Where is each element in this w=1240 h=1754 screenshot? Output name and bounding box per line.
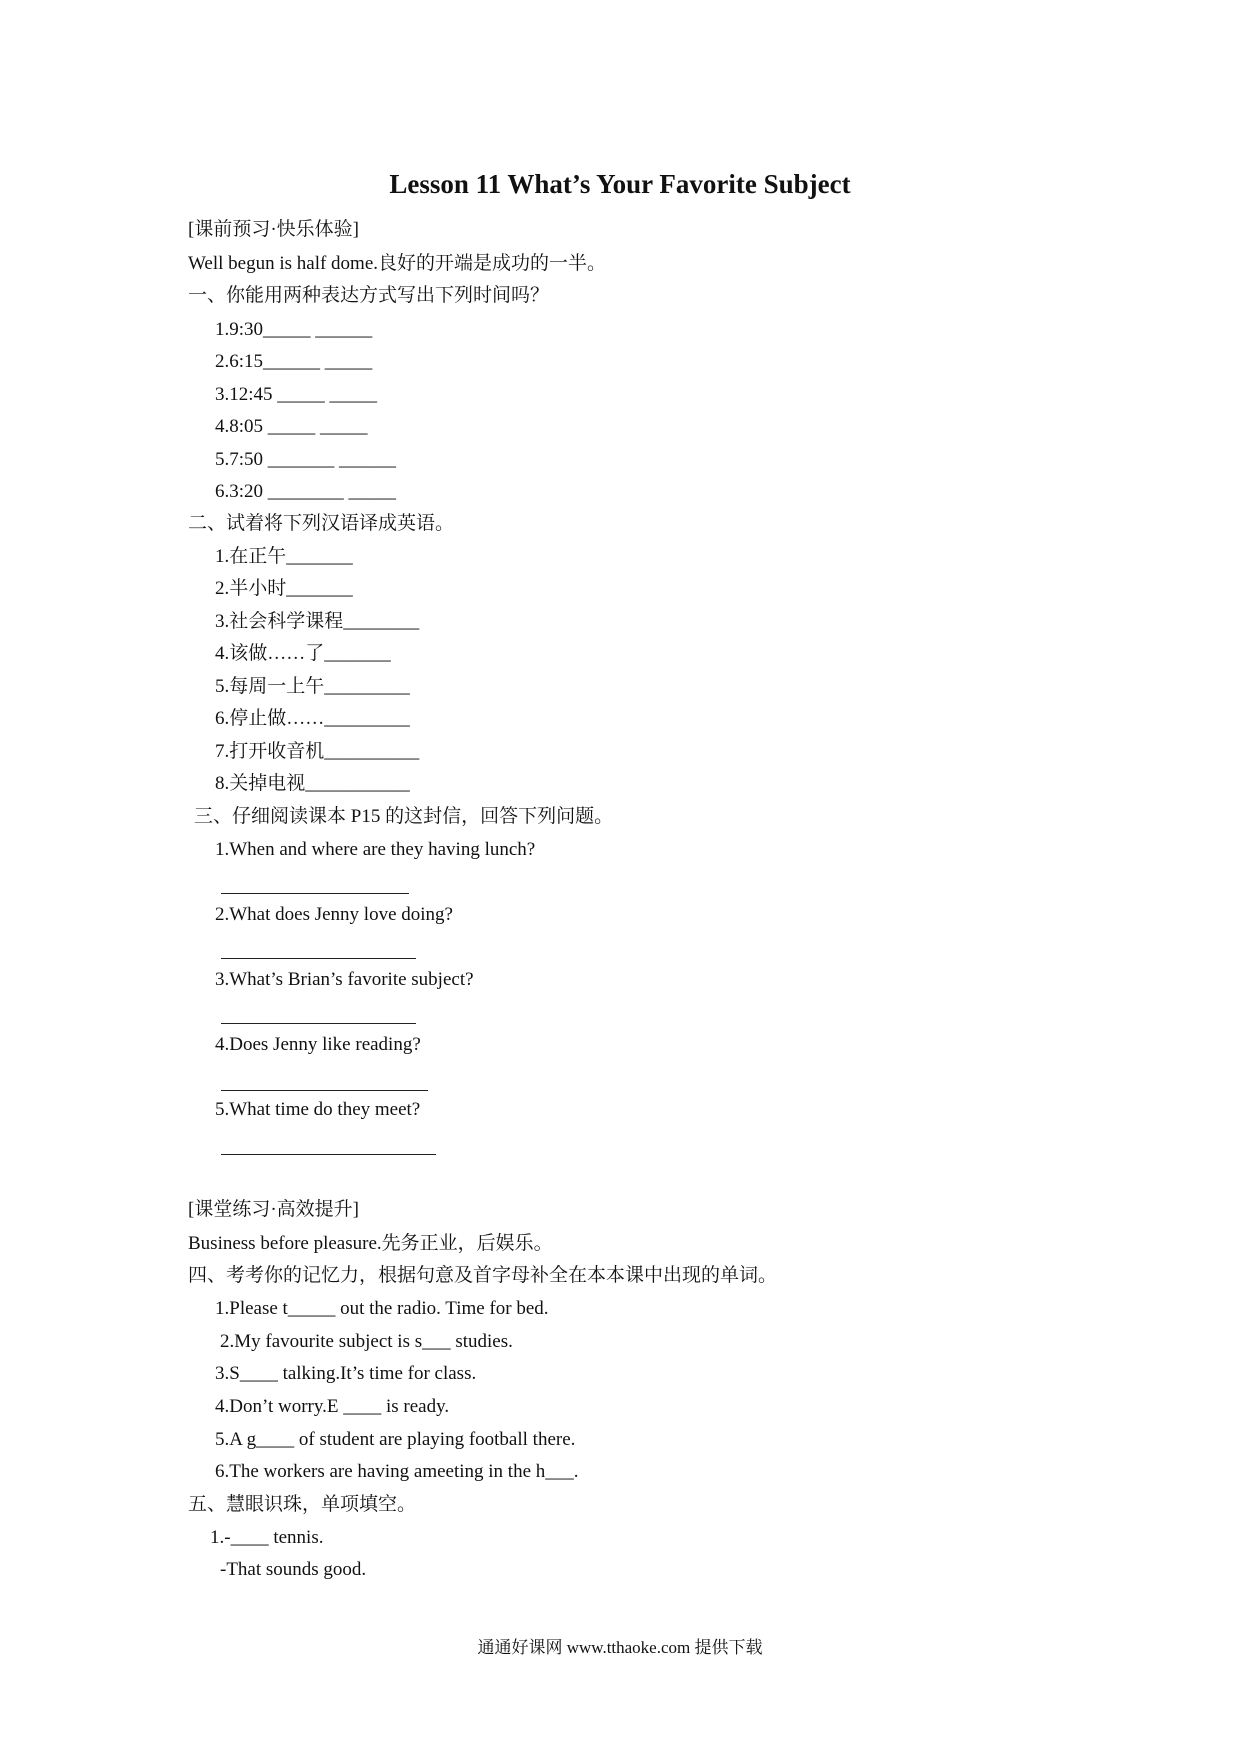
- part2-item: 1.在正午_______: [215, 546, 353, 567]
- part4-heading: 四、考考你的记忆力，根据句意及首字母补全在本本课中出现的单词。: [188, 1265, 778, 1286]
- part5-item: 1.-____ tennis.: [210, 1527, 324, 1548]
- proverb-2: Business before pleasure.先务正业，后娱乐。: [188, 1233, 553, 1254]
- part1-item: 1.9:30_____ ______: [215, 319, 373, 340]
- answer-line: [221, 958, 416, 959]
- part5-heading: 五、慧眼识珠，单项填空。: [188, 1494, 417, 1515]
- class-section-header: [课堂练习·高效提升]: [188, 1199, 359, 1220]
- part2-item: 6.停止做……_________: [215, 708, 410, 729]
- part2-heading: 二、试着将下列汉语译成英语。: [188, 513, 455, 534]
- proverb-1: Well begun is half dome.良好的开端是成功的一半。: [188, 253, 607, 274]
- part1-item: 6.3:20 ________ _____: [215, 481, 397, 502]
- part4-item: 1.Please t_____ out the radio. Time for bed.: [215, 1298, 549, 1319]
- part5-item: -That sounds good.: [220, 1559, 367, 1580]
- part3-question: 5.What time do they meet?: [215, 1099, 421, 1120]
- part3-question: 4.Does Jenny like reading?: [215, 1034, 421, 1055]
- part1-item: 2.6:15______ _____: [215, 351, 373, 372]
- page-title: Lesson 11 What’s Your Favorite Subject: [389, 169, 851, 199]
- part2-item: 7.打开收音机__________: [215, 741, 420, 762]
- part3-heading: 三、仔细阅读课本 P15 的这封信，回答下列问题。: [194, 806, 614, 827]
- part3-question: 3.What’s Brian’s favorite subject?: [215, 969, 474, 990]
- part3-question: 2.What does Jenny love doing?: [215, 904, 453, 925]
- part4-item: 4.Don’t worry.E ____ is ready.: [215, 1396, 450, 1417]
- part4-item: 3.S____ talking.It’s time for class.: [215, 1363, 477, 1384]
- answer-line: [221, 1023, 416, 1024]
- part4-item: 2.My favourite subject is s___ studies.: [220, 1331, 513, 1352]
- answer-line: [221, 1090, 428, 1091]
- page-footer: 通通好课网 www.tthaoke.com 提供下载: [477, 1638, 763, 1657]
- part2-item: 2.半小时_______: [215, 578, 353, 599]
- part4-item: 5.A g____ of student are playing football there.: [215, 1429, 576, 1450]
- part4-item: 6.The workers are having ameeting in the h___.: [215, 1461, 579, 1482]
- part1-item: 4.8:05 _____ _____: [215, 416, 368, 437]
- preview-section-header: [课前预习·快乐体验]: [188, 219, 359, 240]
- answer-line: [221, 893, 409, 894]
- part1-item: 5.7:50 _______ ______: [215, 449, 397, 470]
- part2-item: 4.该做……了_______: [215, 643, 391, 664]
- part3-question: 1.When and where are they having lunch?: [215, 839, 536, 860]
- part2-item: 8.关掉电视___________: [215, 773, 410, 794]
- part2-item: 5.每周一上午_________: [215, 676, 410, 697]
- part1-heading: 一、你能用两种表达方式写出下列时间吗？: [188, 285, 550, 306]
- part2-item: 3.社会科学课程________: [215, 611, 420, 632]
- part1-item: 3.12:45 _____ _____: [215, 384, 378, 405]
- answer-line: [221, 1154, 436, 1155]
